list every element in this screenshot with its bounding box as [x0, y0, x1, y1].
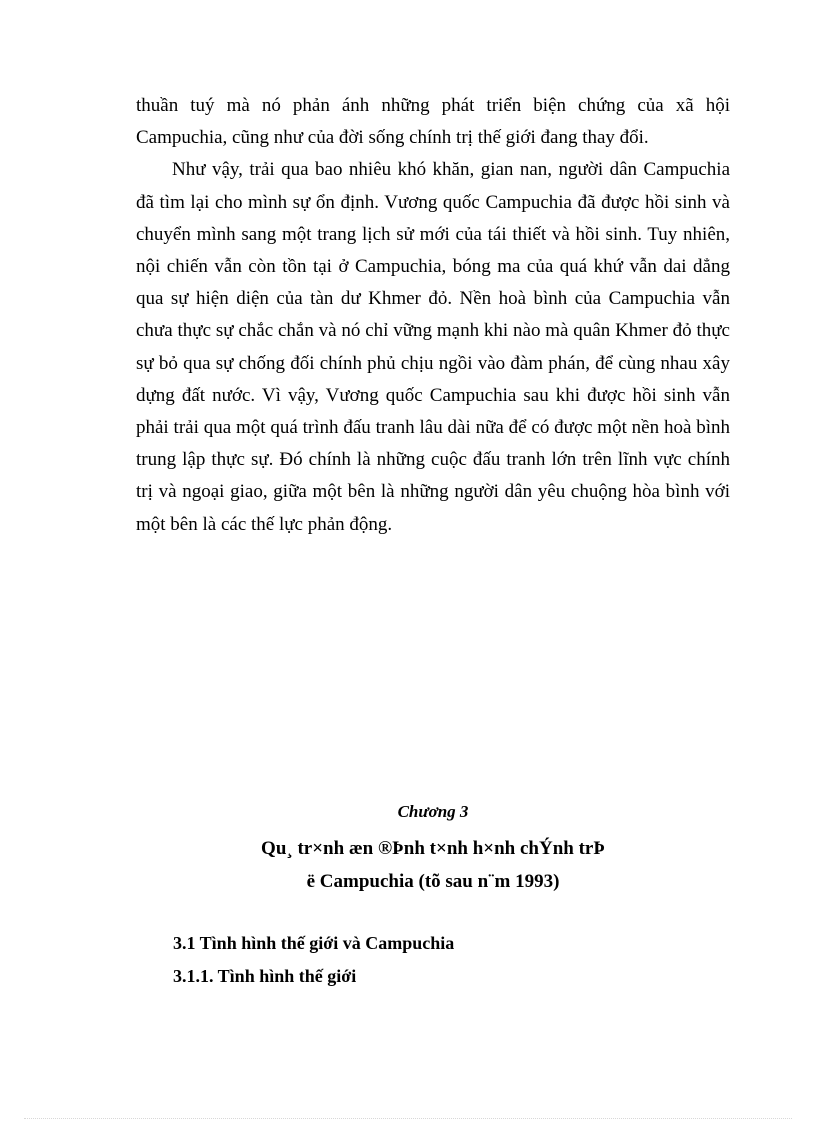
chapter-title-line-1: Qu¸ tr×nh æn ®Þnh t×nh h×nh chÝnh trÞ	[261, 838, 605, 859]
section-heading-3-1: 3.1 Tình hình thế giới và Campuchia	[173, 933, 455, 953]
body-text	[136, 90, 730, 541]
paragraph-continuation: thuần tuý mà nó phản ánh những phát triển biện chứng của xã hội Campuchia, cũng như của đời sống chính trị thế giới đang thay đổi.	[136, 95, 730, 149]
page-bottom-divider	[24, 1118, 792, 1119]
chapter-title	[136, 832, 730, 898]
section-heading-3-1-1: 3.1.1. Tình hình thế giới	[173, 966, 357, 986]
chapter-title-line-2: ë Campuchia (tõ sau n¨m 1993)	[306, 871, 560, 892]
paragraph-main: Như vậy, trải qua bao nhiêu khó khăn, gian nan, người dân Campuchia đã tìm lại cho mình sự ổn định. Vương quốc Campuchia đã được hồi sinh và chuyển mình sang một trang lịch sử mới của tái thiết và hồi sinh. Tuy nhiên, nội chiến vẫn còn tồn tại ở Campuchia, bóng ma của quá khứ vẫn dai dẳng qua sự hiện diện của tàn dư Khmer đỏ. Nền hoà bình của Campuchia vẫn chưa thực sự chắc chắn và nó chỉ vững mạnh khi nào mà quân Khmer đỏ thực sự bỏ qua sự chống đối chính phủ chịu ngồi vào đàm phán, để cùng nhau xây dựng đất nước. Vì vậy, Vương quốc Campuchia sau khi được hồi sinh vẫn phải trải qua một quá trình đấu tranh lâu dài nữa để có được một nền hoà bình trung lập thực sự. Đó chính là những cuộc đấu tranh lớn trên lĩnh vực chính trị và ngoại giao, giữa một bên là những người dân yêu chuộng hòa bình với một bên là các thế lực phản động.	[136, 159, 730, 535]
chapter-label: Chương 3	[397, 802, 469, 821]
